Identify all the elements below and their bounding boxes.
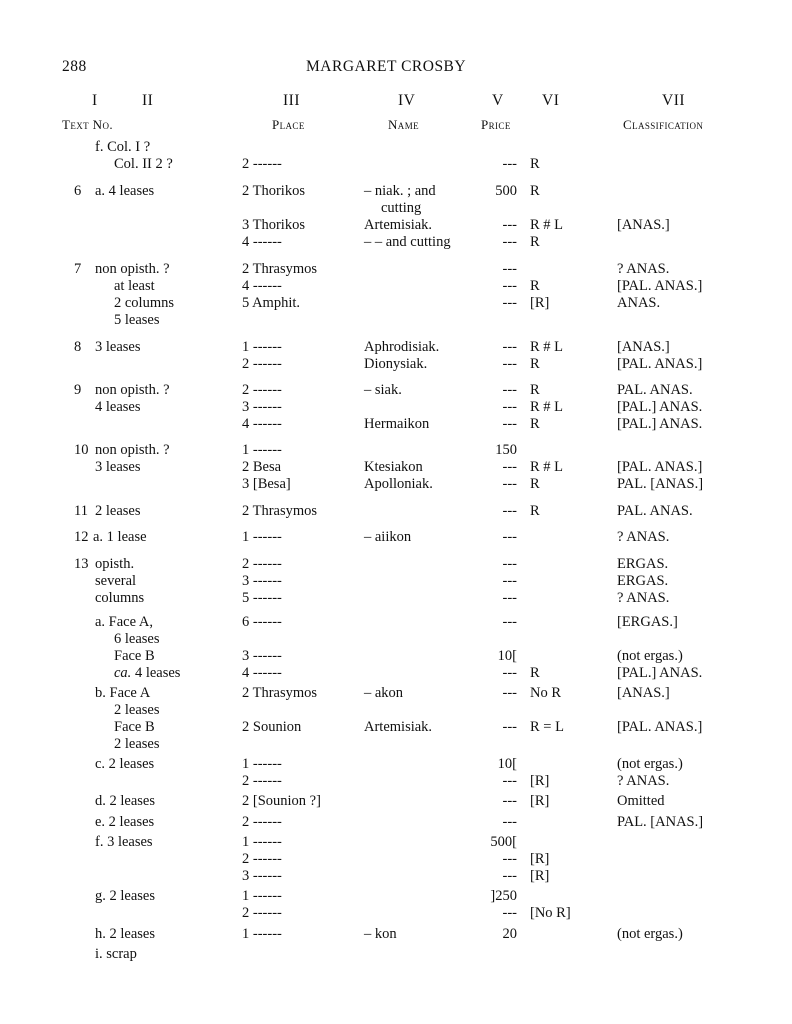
cell-9-c-c7: [PAL.] ANAS. [617,416,703,432]
cell-11-c6: R [530,503,540,519]
cell-13h-c3: 1 ------ [242,926,282,942]
cell-13-b-c7: ERGAS. [617,573,669,589]
cell-6a-3-c7: [ANAS.] [617,217,670,233]
cell-10-a-c1: 10 [74,442,89,458]
col-numeral-2: II [142,92,154,109]
cell-7-b-c7: [PAL. ANAS.] [617,278,703,294]
cell-13c-1-c3: 1 ------ [242,756,282,772]
cell-7-c-c5: --- [502,295,517,311]
cell-10-a-c3: 1 ------ [242,442,282,458]
cell-f-label-c2: f. Col. I ? [95,139,151,155]
cell-13c-2-c7: ? ANAS. [617,773,670,789]
cell-9-b-c2: 4 leases [95,399,141,415]
cell-13-c-c5: --- [502,590,517,606]
cell-6a-3-c4: Artemisiak. [364,217,433,233]
cell-13a-1-c2: a. Face A, [95,614,153,630]
cell-13g-1-c2: g. 2 leases [95,888,155,904]
col-numeral-4: IV [398,92,416,109]
cell-13a-4-c6: R [530,665,540,681]
cell-13h-c5: 20 [502,926,517,942]
cell-8-a-c6: R # L [530,339,564,355]
cell-13d-c3: 2 [Sounion ?] [242,793,321,809]
cell-13e-c2: e. 2 leases [95,814,155,830]
cell-7-a-c3: 2 Thrasymos [242,261,318,277]
col-numeral-1: I [92,92,98,109]
cell-13f-2-c3: 2 ------ [242,851,282,867]
cell-13-b-c3: 3 ------ [242,573,282,589]
cell-13-a-c5: --- [502,556,517,572]
cell-13-c-c3: 5 ------ [242,590,282,606]
cell-13-a-c2: opisth. [95,556,135,572]
cell-11-c1: 11 [74,503,88,519]
cell-6a-1-c1: 6 [74,183,82,199]
cell-7-a-c5: --- [502,261,517,277]
cell-13b-1-c6: No R [530,685,562,701]
cell-13g-2-c5: --- [502,905,517,921]
cell-8-a-c2: 3 leases [95,339,141,355]
cell-10-b-c2: 3 leases [95,459,141,475]
cell-13b-1-c5: --- [502,685,517,701]
cell-9-c-c4: Hermaikon [364,416,430,432]
cell-10-c-c3: 3 [Besa] [242,476,291,492]
cell-8-a-c3: 1 ------ [242,339,282,355]
cell-13c-1-c7: (not ergas.) [617,756,683,772]
cell-f-col2-c5: --- [502,156,517,172]
cell-7-c-c7: ANAS. [617,295,661,311]
cell-10-c-c5: --- [502,476,517,492]
cell-13c-2-c6: [R] [530,773,550,789]
cell-10-b-c4: Ktesiakon [364,459,423,475]
cell-13b-3-c4: Artemisiak. [364,719,433,735]
cell-6a-3-c3: 3 Thorikos [242,217,305,233]
cell-13h-c2: h. 2 leases [95,926,155,942]
cell-11-c2: 2 leases [95,503,141,519]
cell-12-c1: 12 [74,529,89,545]
cell-6a-1-c4: – niak. ; and [364,183,436,199]
cell-9-b-c7: [PAL.] ANAS. [617,399,703,415]
cell-13a-2-c2i: 6 leases [114,631,160,647]
cell-9-a-c1: 9 [74,382,82,398]
cell-6a-4-c6: R [530,234,540,250]
cell-13-c-c2: columns [95,590,145,606]
cell-13f-3-c6: [R] [530,868,550,884]
col-numeral-7: VII [662,92,686,109]
col-label-place: Place [272,117,305,132]
cell-9-a-c3: 2 ------ [242,382,282,398]
cell-8-b-c5: --- [502,356,517,372]
cell-13d-c2: d. 2 leases [95,793,155,809]
cell-13c-2-c5: --- [502,773,517,789]
cell-10-c-c7: PAL. [ANAS.] [617,476,704,492]
cell-10-a-c5: 150 [495,442,517,458]
cell-10-b-c6: R # L [530,459,564,475]
cell-13a-3-c7: (not ergas.) [617,648,683,664]
cell-9-c-c3: 4 ------ [242,416,282,432]
cell-13c-2-c3: 2 ------ [242,773,282,789]
cell-13b-1-c2: b. Face A [95,685,151,701]
col-label-name: Name [388,117,419,132]
cell-7-a-c7: ? ANAS. [617,261,670,277]
cell-7-a-c1: 7 [74,261,82,277]
cell-13a-1-c5: --- [502,614,517,630]
cell-13f-1-c2: f. 3 leases [95,834,153,850]
cell-10-c-c4: Apolloniak. [364,476,433,492]
cell-6a-1-c3: 2 Thorikos [242,183,305,199]
cell-13b-4-c2i: 2 leases [114,736,160,752]
cell-13i-c2: i. scrap [95,946,137,962]
cell-13a-3-c2i: Face B [114,648,155,664]
cell-13a-3-c5: 10[ [497,648,517,664]
cell-13d-c6: [R] [530,793,550,809]
cell-7-b-c2i: at least [114,278,155,294]
cell-13a-1-c7: [ERGAS.] [617,614,678,630]
cell-9-b-c3: 3 ------ [242,399,282,415]
cell-9-c-c5: --- [502,416,517,432]
cell-13e-c3: 2 ------ [242,814,282,830]
cell-13d-c5: --- [502,793,517,809]
cell-6a-3-c6: R # L [530,217,564,233]
cell-13b-1-c7: [ANAS.] [617,685,670,701]
cell-7-b-c3: 4 ------ [242,278,282,294]
cell-8-b-c4: Dionysiak. [364,356,428,372]
cell-6a-4-c5: --- [502,234,517,250]
cell-8-a-c1: 8 [74,339,82,355]
cell-6a-1b-c4i: cutting [381,200,422,216]
cell-6a-1-c6: R [530,183,540,199]
cell-9-a-c2: non opisth. ? [95,382,170,398]
col-label-classification: Classification [623,117,704,132]
cell-12-c5: --- [502,529,517,545]
cell-13b-1-c3: 2 Thrasymos [242,685,318,701]
cell-12-c3: 1 ------ [242,529,282,545]
cell-13b-3-c7: [PAL. ANAS.] [617,719,703,735]
page-number: 288 [62,58,87,75]
cell-9-c-c6: R [530,416,540,432]
cell-7-c-c3: 5 Amphit. [242,295,301,311]
cell-12-c7: ? ANAS. [617,529,670,545]
cell-13h-c4: – kon [364,926,397,942]
cell-9-a-c7: PAL. ANAS. [617,382,693,398]
cell-7-a-c2: non opisth. ? [95,261,170,277]
cell-9-b-c5: --- [502,399,517,415]
cell-13e-c7: PAL. [ANAS.] [617,814,704,830]
cell-13c-1-c2: c. 2 leases [95,756,155,772]
cell-13a-4-c5: --- [502,665,517,681]
cell-13d-c7: Omitted [617,793,665,809]
cell-13-a-c7: ERGAS. [617,556,669,572]
cell-7-c-c6: [R] [530,295,550,311]
cell-13f-1-c3: 1 ------ [242,834,282,850]
cell-8-a-c7: [ANAS.] [617,339,670,355]
cell-13g-2-c6: [No R] [530,905,571,921]
cell-6a-1-c2: a. 4 leases [95,183,155,199]
cell-10-a-c2: non opisth. ? [95,442,170,458]
cell-10-b-c5: --- [502,459,517,475]
cell-13b-3-c5: --- [502,719,517,735]
cell-7-c-c2i: 2 columns [114,295,175,311]
cell-13a-3-c3: 3 ------ [242,648,282,664]
cell-6a-4-c4: – – and cutting [364,234,451,250]
cell-8-b-c7: [PAL. ANAS.] [617,356,703,372]
cell-11-c5: --- [502,503,517,519]
cell-13-a-c1: 13 [74,556,89,572]
col-label-price: Price [481,117,511,132]
cell-13f-1-c5: 500[ [490,834,517,850]
cell-13c-1-c5: 10[ [497,756,517,772]
cell-13b-1-c4: – akon [364,685,404,701]
cell-13f-2-c6: [R] [530,851,550,867]
cell-9-a-c6: R [530,382,540,398]
cell-10-b-c3: 2 Besa [242,459,282,475]
cell-13f-2-c5: --- [502,851,517,867]
cell-7-b-c6: R [530,278,540,294]
cell-6a-4-c3: 4 ------ [242,234,282,250]
cell-12-c1b: a. 1 lease [93,529,147,545]
cell-12-c4: – aiikon [364,529,412,545]
cell-13b-3-c2i: Face B [114,719,155,735]
cell-13e-c5: --- [502,814,517,830]
cell-13-b-c5: --- [502,573,517,589]
cell-13a-1-c3: 6 ------ [242,614,282,630]
col-numeral-5: V [492,92,504,109]
cell-13b-3-c3: 2 Sounion [242,719,302,735]
cell-7-d-c2i: 5 leases [114,312,160,328]
cell-13a-4-c3: 4 ------ [242,665,282,681]
cell-11-c3: 2 Thrasymos [242,503,318,519]
cell-13f-3-c3: 3 ------ [242,868,282,884]
cell-8-a-c4: Aphrodisiak. [364,339,440,355]
cell-13g-1-c5: ]250 [490,888,517,904]
cell-8-b-c3: 2 ------ [242,356,282,372]
cell-13g-1-c3: 1 ------ [242,888,282,904]
cell-13-b-c2: several [95,573,137,589]
col-label-text-no: Text No. [62,117,114,132]
cell-8-a-c5: --- [502,339,517,355]
cell-11-c7: PAL. ANAS. [617,503,693,519]
cell-10-b-c7: [PAL. ANAS.] [617,459,703,475]
cell-13-c-c7: ? ANAS. [617,590,670,606]
cell-13-a-c3: 2 ------ [242,556,282,572]
cell-f-col2-c6: R [530,156,540,172]
cell-10-c-c6: R [530,476,540,492]
cell-6a-3-c5: --- [502,217,517,233]
cell-13h-c7: (not ergas.) [617,926,683,942]
running-title: MARGARET CROSBY [306,58,467,75]
cell-13a-4-c2ii: ca. 4 leases [114,665,181,681]
col-numeral-6: VI [542,92,560,109]
cell-8-b-c6: R [530,356,540,372]
cell-f-col2-c2i: Col. II 2 ? [114,156,173,172]
cell-9-a-c5: --- [502,382,517,398]
cell-13b-3-c6: R = L [530,719,564,735]
cell-13f-3-c5: --- [502,868,517,884]
cell-7-b-c5: --- [502,278,517,294]
col-numeral-3: III [283,92,300,109]
cell-9-b-c6: R # L [530,399,564,415]
cell-f-col2-c3: 2 ------ [242,156,282,172]
cell-6a-1-c5: 500 [495,183,517,199]
cell-9-a-c4: – siak. [364,382,402,398]
cell-13a-4-c7: [PAL.] ANAS. [617,665,703,681]
cell-13b-2-c2i: 2 leases [114,702,160,718]
cell-13g-2-c3: 2 ------ [242,905,282,921]
